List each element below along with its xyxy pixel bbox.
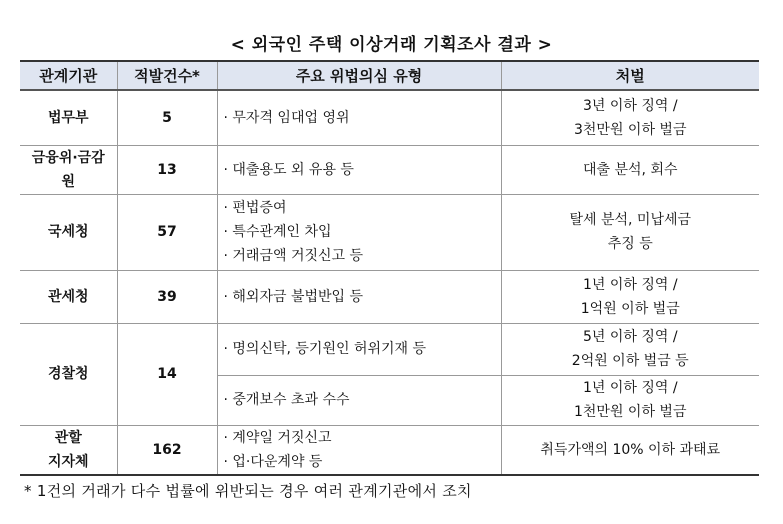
count-cell: 14: [117, 323, 217, 425]
penalty-cell: [501, 270, 759, 323]
agency-cell: 법무부: [20, 90, 117, 145]
count-cell: 162: [117, 425, 217, 475]
penalty-line: 추징 등: [607, 236, 653, 252]
penalty-cell: [501, 425, 759, 475]
penalty-cell: [501, 323, 759, 375]
penalty-line: 대출 분석, 회수: [583, 161, 678, 178]
violation-item: · 특수관계인 차입: [223, 224, 332, 240]
table-row: [20, 270, 759, 323]
table-row: [20, 323, 759, 375]
header-count: 적발건수*: [117, 61, 217, 90]
table-row: [20, 90, 759, 145]
count-cell: 5: [117, 90, 217, 145]
penalty-cell: [501, 90, 759, 145]
violation-cell: [217, 270, 501, 323]
agency-line: 관할: [54, 429, 82, 446]
table-row: [20, 425, 759, 475]
agency-cell: [20, 425, 117, 475]
agency-cell: 경찰청: [20, 323, 117, 425]
violation-item: · 명의신탁, 등기원인 허위기재 등: [223, 341, 427, 357]
violation-item: · 거래금액 거짓신고 등: [223, 248, 364, 264]
header-violation: 주요 위법의심 유형: [217, 61, 501, 90]
investigation-results-table: [20, 60, 759, 476]
penalty-line: 1천만원 이하 벌금: [574, 404, 687, 420]
violation-item: · 편법증여: [223, 200, 287, 216]
penalty-cell: [501, 375, 759, 425]
penalty-line: 취득가액의 10% 이하 과태료: [540, 441, 721, 458]
count-cell: 13: [117, 145, 217, 194]
footnote: * 1건의 거래가 다수 법률에 위반되는 경우 여러 관계기관에서 조치: [24, 482, 472, 500]
violation-cell: [217, 425, 501, 475]
header-agency: 관계기관: [20, 61, 117, 90]
agency-cell: 국세청: [20, 194, 117, 270]
violation-item: · 해외자금 불법반입 등: [223, 288, 364, 305]
violation-item: · 업·다운계약 등: [223, 453, 323, 470]
agency-line: 지자체: [47, 453, 89, 470]
penalty-line: 1년 이하 징역 /: [582, 380, 678, 396]
count-cell: 39: [117, 270, 217, 323]
penalty-line: 3천만원 이하 벌금: [574, 121, 687, 138]
penalty-line: 1년 이하 징역 /: [582, 276, 678, 293]
penalty-line: 5년 이하 징역 /: [582, 329, 678, 345]
penalty-line: 1억원 이하 벌금: [580, 300, 680, 317]
violation-item: · 중개보수 초과 수수: [223, 392, 350, 408]
penalty-line: 탈세 분석, 미납세금: [569, 212, 692, 228]
penalty-line: 2억원 이하 벌금 등: [571, 353, 689, 369]
agency-cell: 관세청: [20, 270, 117, 323]
page-title: < 외국인 주택 이상거래 기획조사 결과 >: [230, 35, 553, 55]
violation-cell: [217, 194, 501, 270]
table-row: [20, 194, 759, 270]
penalty-cell: [501, 194, 759, 270]
violation-item: · 무자격 임대업 영위: [223, 109, 350, 126]
violation-cell: [217, 90, 501, 145]
penalty-line: 3년 이하 징역 /: [582, 97, 678, 114]
violation-item: · 계약일 거짓신고: [223, 429, 332, 446]
penalty-cell: [501, 145, 759, 194]
count-cell: 57: [117, 194, 217, 270]
table-header-row: [20, 61, 759, 90]
agency-cell: 금융위·금감원: [20, 145, 117, 194]
header-penalty: 처벌: [501, 61, 759, 90]
violation-cell: [217, 375, 501, 425]
violation-cell: [217, 145, 501, 194]
violation-item: · 대출용도 외 유용 등: [223, 161, 354, 178]
table-row: [20, 145, 759, 194]
violation-cell: [217, 323, 501, 375]
